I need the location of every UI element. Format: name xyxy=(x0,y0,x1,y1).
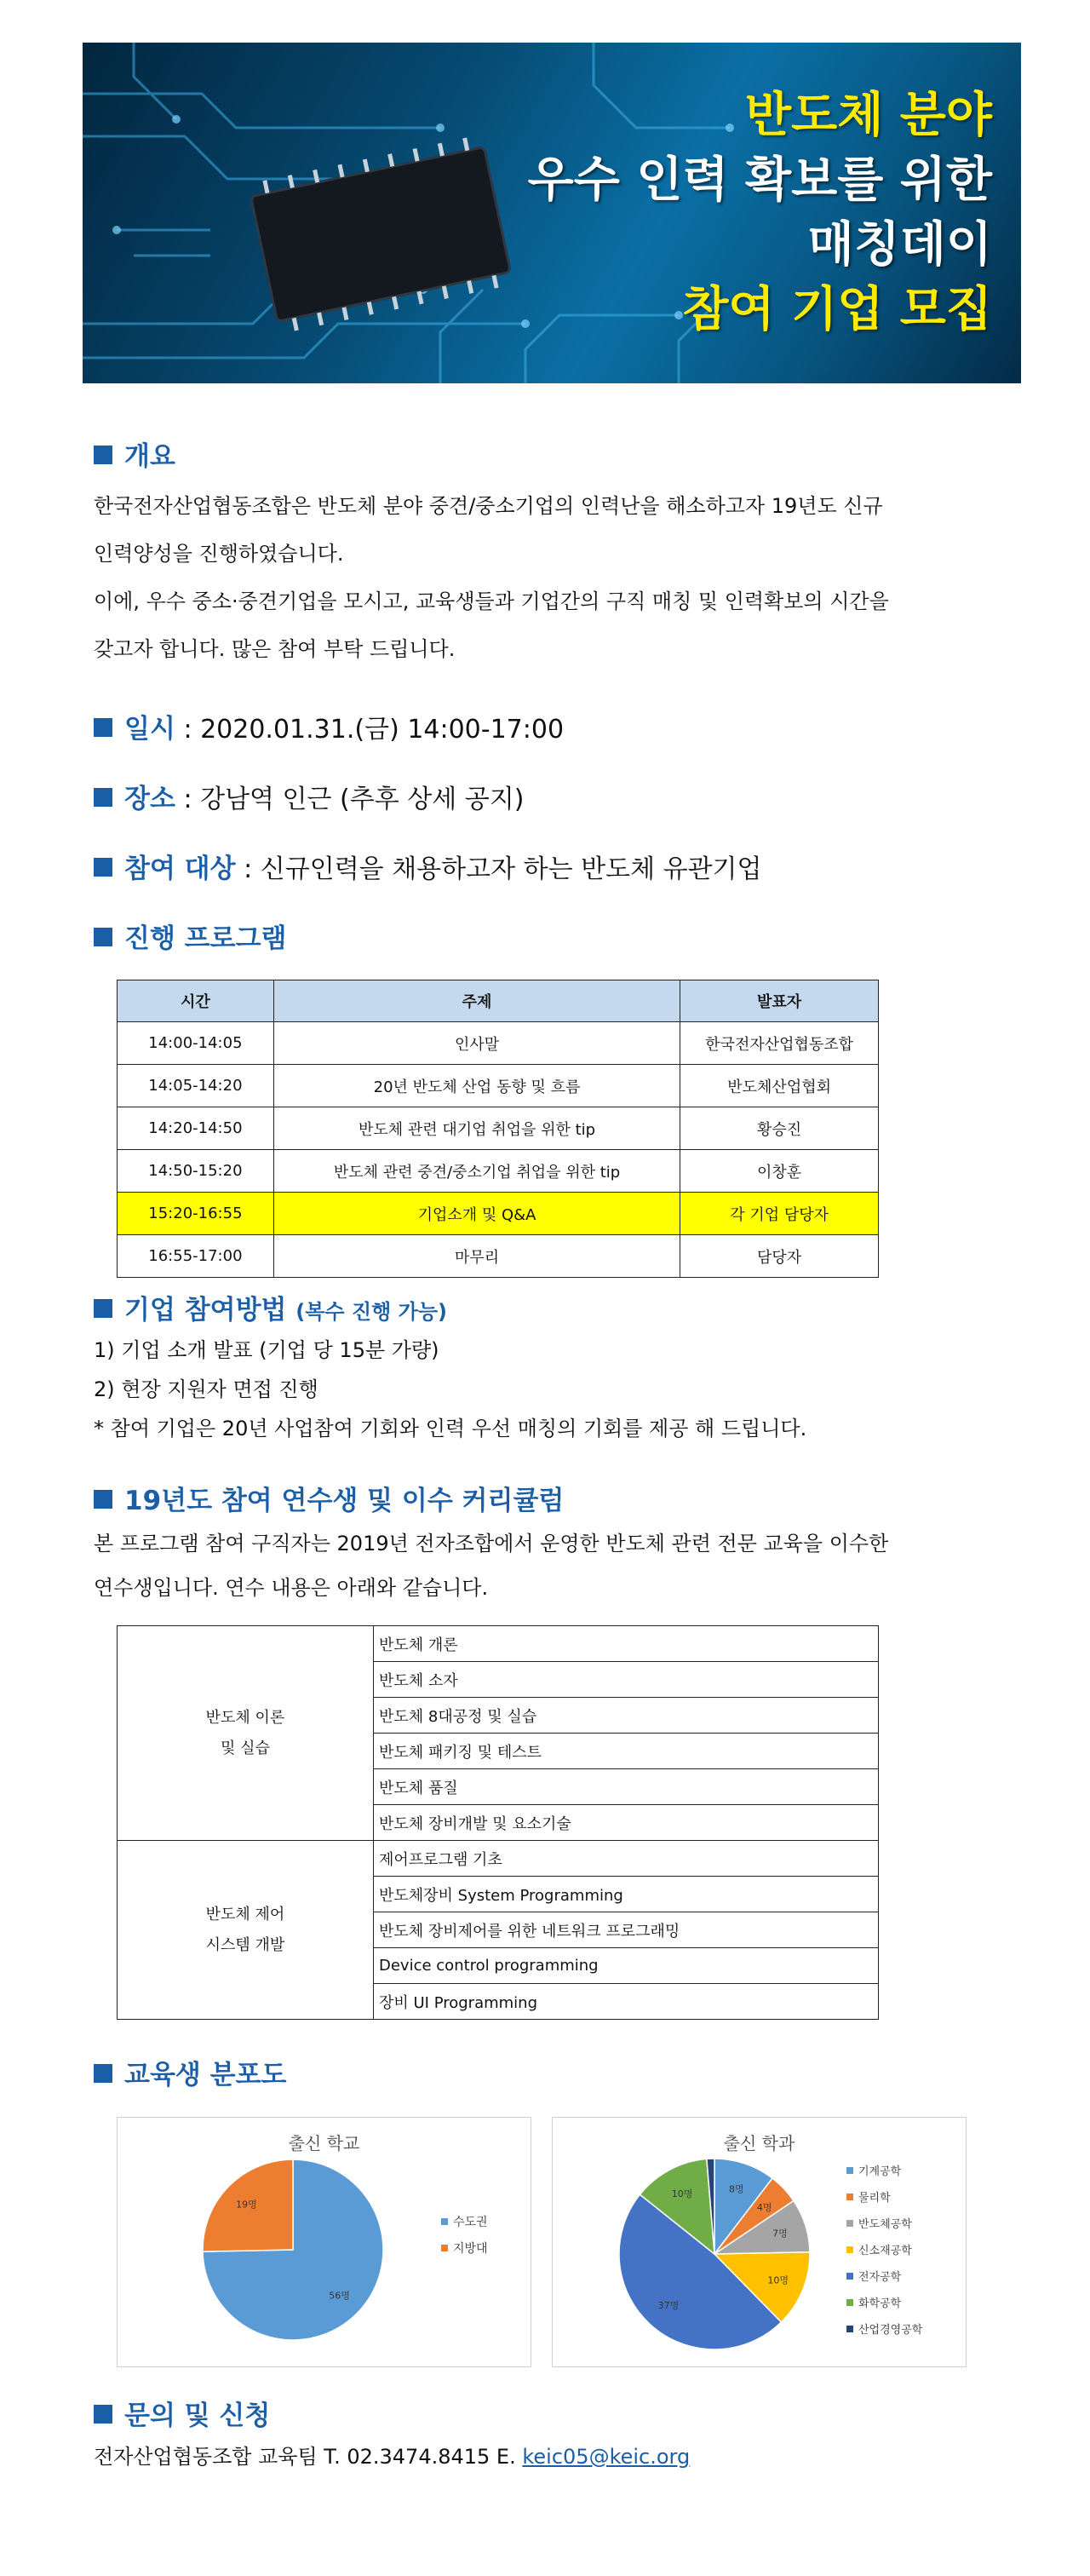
chart-legend xyxy=(441,2208,488,2261)
square-bullet-icon xyxy=(94,1490,112,1509)
program-speaker: 한국전자산업협동조합 xyxy=(680,1022,879,1065)
square-bullet-icon xyxy=(94,928,112,946)
table-row-highlighted xyxy=(118,1193,879,1235)
chart-card-school xyxy=(117,2117,531,2367)
legend-item xyxy=(846,2210,922,2236)
legend-item xyxy=(441,2208,488,2234)
curriculum-heading xyxy=(94,1479,564,1517)
program-heading xyxy=(94,917,286,955)
legend-item xyxy=(846,2263,922,2289)
legend-item xyxy=(846,2183,922,2210)
square-bullet-icon xyxy=(94,2064,112,2083)
date-heading xyxy=(94,707,564,745)
table-row xyxy=(118,1150,879,1193)
participation-item-2: 2) 현장 지원자 면접 진행 xyxy=(94,1377,318,1401)
pie-data-label: 10명 xyxy=(671,2188,693,2199)
legend-swatch xyxy=(846,2273,853,2280)
program-speaker: 담당자 xyxy=(680,1235,879,1278)
program-topic: 20년 반도체 산업 동향 및 흐름 xyxy=(273,1065,680,1107)
table-row xyxy=(118,1107,879,1150)
overview-heading xyxy=(94,434,175,473)
overview-title: 개요 xyxy=(124,441,175,472)
chart-legend xyxy=(846,2157,922,2342)
legend-label: 신소재공학 xyxy=(858,2245,912,2257)
contact-info xyxy=(94,2433,690,2481)
legend-label: 전자공학 xyxy=(858,2271,902,2284)
overview-para-2-line-2: 갖고자 합니다. 많은 참여 부탁 드립니다. xyxy=(94,637,456,661)
table-row xyxy=(118,1022,879,1065)
legend-label: 반도체공학 xyxy=(858,2218,912,2231)
participation-title: 기업 참여방법 xyxy=(124,1295,287,1325)
curriculum-item: 반도체장비 System Programming xyxy=(374,1877,879,1912)
curriculum-title: 19년도 참여 연수생 및 이수 커리큘럼 xyxy=(124,1486,565,1516)
program-time: 14:00-14:05 xyxy=(118,1022,274,1065)
curriculum-table xyxy=(117,1625,879,2020)
program-header-row xyxy=(118,980,879,1022)
curriculum-item: 장비 UI Programming xyxy=(374,1984,879,2020)
contact-text: 전자산업협동조합 교육팀 T. 02.3474.8415 E. xyxy=(94,2445,523,2469)
program-time: 16:55-17:00 xyxy=(118,1235,274,1278)
chart-title: 출신 학과 xyxy=(723,2133,795,2153)
overview-para-1-line-1: 한국전자산업협동조합은 반도체 분야 중견/중소기업의 인력난을 해소하고자 19년도 신규 xyxy=(94,494,883,518)
program-topic: 기업소개 및 Q&A xyxy=(273,1193,680,1235)
overview-para-2-line-1: 이에, 우수 중소·중견기업을 모시고, 교육생들과 기업간의 구직 매칭 및 인력확보의 시간을 xyxy=(94,589,889,613)
chart-card-major xyxy=(552,2117,967,2367)
overview-para-2 xyxy=(94,578,889,673)
group-label-line-1: 반도체 이론 xyxy=(205,1708,285,1727)
table-row xyxy=(118,1235,879,1278)
program-speaker: 황승진 xyxy=(680,1107,879,1150)
legend-label: 산업경영공학 xyxy=(858,2324,923,2337)
program-table xyxy=(117,980,879,1278)
contact-heading xyxy=(94,2394,270,2432)
curriculum-item: 반도체 소자 xyxy=(374,1662,879,1698)
overview-para-1-line-2: 인력양성을 진행하였습니다. xyxy=(94,542,344,566)
legend-swatch xyxy=(441,2218,448,2225)
curriculum-item: 반도체 개론 xyxy=(374,1626,879,1662)
square-bullet-icon xyxy=(94,858,112,877)
banner-line-1: 반도체 분야 xyxy=(745,88,992,143)
legend-swatch xyxy=(846,2246,853,2253)
curriculum-item: 반도체 장비개발 및 요소기술 xyxy=(374,1805,879,1841)
square-bullet-icon xyxy=(94,446,112,464)
program-time: 15:20-16:55 xyxy=(118,1193,274,1235)
curriculum-intro xyxy=(94,1521,888,1610)
distribution-title: 교육생 분포도 xyxy=(124,2060,287,2090)
overview-para-1 xyxy=(94,482,883,578)
table-row xyxy=(118,1841,879,1877)
curriculum-item: 반도체 8대공정 및 실습 xyxy=(374,1698,879,1734)
participation-item-1: 1) 기업 소개 발표 (기업 당 15분 가량) xyxy=(94,1338,439,1362)
legend-label: 수도권 xyxy=(453,2215,488,2229)
target-value: : 신규인력을 채용하고자 하는 반도체 유관기업 xyxy=(235,854,762,884)
curriculum-item: 반도체 장비제어를 위한 네트워크 프로그래밍 xyxy=(374,1912,879,1948)
place-value: : 강남역 인근 (추후 상세 공지) xyxy=(175,785,525,814)
program-header-time: 시간 xyxy=(118,980,274,1022)
pie-data-label: 56명 xyxy=(329,2290,350,2302)
place-heading xyxy=(94,777,524,815)
target-heading xyxy=(94,847,762,885)
legend-label: 기계공학 xyxy=(858,2165,902,2178)
curriculum-intro-line-2: 연수생입니다. 연수 내용은 아래와 같습니다. xyxy=(94,1576,489,1600)
square-bullet-icon xyxy=(94,788,112,807)
group-label-line-2: 및 실습 xyxy=(221,1739,270,1757)
square-bullet-icon xyxy=(94,2405,112,2424)
program-speaker: 각 기업 담당자 xyxy=(680,1193,879,1235)
group-label-line-2: 시스템 개발 xyxy=(205,1935,285,1954)
curriculum-group-theory xyxy=(118,1626,374,1841)
legend-swatch xyxy=(846,2326,853,2332)
date-label: 일시 xyxy=(124,714,175,745)
place-label: 장소 xyxy=(124,784,175,814)
participation-item-3: * 참여 기업은 20년 사업참여 기회와 인력 우선 매칭의 기회를 제공 해 드립니다. xyxy=(94,1417,807,1440)
program-time: 14:05-14:20 xyxy=(118,1065,274,1107)
contact-title: 문의 및 신청 xyxy=(124,2401,271,2431)
participation-heading xyxy=(94,1288,447,1326)
banner-headline xyxy=(528,83,992,342)
banner-line-3: 매칭데이 xyxy=(807,217,992,273)
legend-swatch xyxy=(846,2194,853,2200)
legend-label: 화학공학 xyxy=(858,2297,902,2310)
program-time: 14:20-14:50 xyxy=(118,1107,274,1150)
curriculum-item: 제어프로그램 기초 xyxy=(374,1841,879,1877)
square-bullet-icon xyxy=(94,1299,112,1318)
legend-item xyxy=(846,2315,922,2342)
pie-data-label: 7명 xyxy=(772,2228,788,2240)
pie-data-label: 8명 xyxy=(729,2183,744,2195)
hero-banner xyxy=(83,43,1021,383)
legend-label: 지방대 xyxy=(453,2241,488,2256)
pie-data-label: 10명 xyxy=(767,2274,789,2286)
target-label: 참여 대상 xyxy=(124,854,236,884)
program-topic: 반도체 관련 대기업 취업을 위한 tip xyxy=(273,1107,680,1150)
pie-data-label: 37명 xyxy=(657,2299,680,2311)
legend-item xyxy=(441,2234,488,2261)
legend-swatch xyxy=(846,2299,853,2306)
curriculum-item: 반도체 품질 xyxy=(374,1769,879,1805)
legend-label: 물리학 xyxy=(858,2192,891,2205)
table-row xyxy=(118,1065,879,1107)
banner-line-4: 참여 기업 모집 xyxy=(682,282,992,337)
group-label-line-1: 반도체 제어 xyxy=(205,1905,285,1923)
legend-swatch xyxy=(441,2245,448,2251)
curriculum-intro-line-1: 본 프로그램 참여 구직자는 2019년 전자조합에서 운영한 반도체 관련 전문 교육을 이수한 xyxy=(94,1532,889,1555)
program-title: 진행 프로그램 xyxy=(124,923,287,954)
legend-item xyxy=(846,2289,922,2315)
program-header-topic: 주제 xyxy=(273,980,680,1022)
curriculum-group-control xyxy=(118,1841,374,2020)
pie-data-label: 4명 xyxy=(756,2201,772,2213)
square-bullet-icon xyxy=(94,718,112,737)
legend-item xyxy=(846,2157,922,2183)
program-topic: 마무리 xyxy=(273,1235,680,1278)
legend-swatch xyxy=(846,2167,853,2174)
date-value: : 2020.01.31.(금) 14:00-17:00 xyxy=(175,715,565,745)
program-header-speaker: 발표자 xyxy=(680,980,879,1022)
program-time: 14:50-15:20 xyxy=(118,1150,274,1193)
participation-list xyxy=(94,1331,806,1448)
program-speaker: 반도체산업협회 xyxy=(680,1065,879,1107)
program-topic: 반도체 관련 중견/중소기업 취업을 위한 tip xyxy=(273,1150,680,1193)
contact-email-link[interactable]: keic05@keic.org xyxy=(522,2445,691,2469)
legend-swatch xyxy=(846,2220,853,2227)
table-row xyxy=(118,1626,879,1662)
pie-data-label: 19명 xyxy=(236,2199,257,2211)
participation-note: (복수 진행 가능) xyxy=(295,1300,448,1324)
chart-title: 출신 학교 xyxy=(288,2133,360,2153)
program-speaker: 이창훈 xyxy=(680,1150,879,1193)
curriculum-item: Device control programming xyxy=(374,1948,879,1984)
curriculum-item: 반도체 패키징 및 테스트 xyxy=(374,1734,879,1769)
banner-line-2: 우수 인력 확보를 위한 xyxy=(527,152,992,208)
program-topic: 인사말 xyxy=(273,1022,680,1065)
distribution-heading xyxy=(94,2053,286,2091)
legend-item xyxy=(846,2236,922,2263)
